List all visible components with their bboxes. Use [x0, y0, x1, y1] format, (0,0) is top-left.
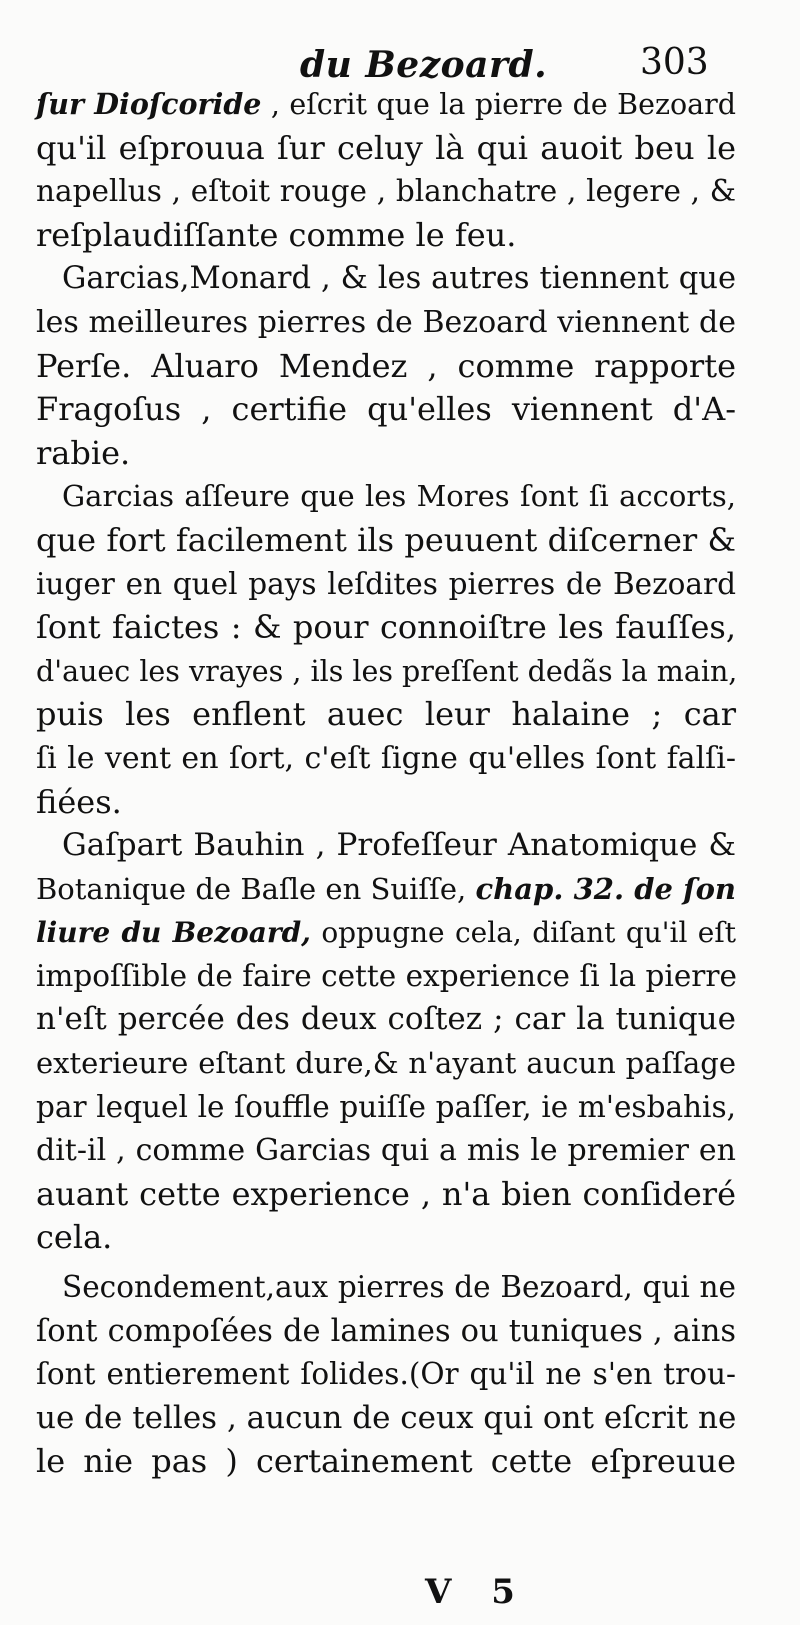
- text-segment: Botanique de Baſle en Suiſſe,: [36, 871, 476, 906]
- text-segment: oppugne cela, diſant qu'il eſt: [310, 916, 736, 950]
- paragraph-start-line: Gaſpart Bauhin , Profeſſeur Anatomique &: [62, 827, 736, 864]
- italic-reference: chap. 32. de ſon: [475, 871, 736, 906]
- text-line: reſplaudiſſante comme le feu.: [36, 215, 517, 254]
- text-line: d'auec les vrayes , ils les preſſent dedãs la main,: [36, 654, 738, 688]
- text-line: que fort facilement ils peuuent diſcerner &: [36, 520, 736, 559]
- text-line: [36, 911, 736, 955]
- text-line: Perſe. Aluaro Mendez , comme rapporte: [36, 346, 736, 385]
- text-line: napellus , eſtoit rouge , blanchatre , legere , &: [36, 174, 736, 209]
- text-segment: , eſcrit que la pierre de Bezoard: [261, 88, 737, 121]
- text-line: iuger en quel pays leſdites pierres de Bezoard: [36, 566, 736, 601]
- text-line: impoſſible de faire cette experience ſi la pierre: [36, 958, 737, 993]
- page-header: [0, 38, 800, 88]
- text-line: fiées.: [36, 782, 122, 821]
- running-title: du Bezoard.: [300, 44, 548, 86]
- text-line: par lequel le ſouffle puiſſe paſſer, ie m'esbahis,: [36, 1089, 736, 1124]
- text-line: les meilleures pierres de Bezoard viennent de: [36, 304, 736, 340]
- text-line: dit-il , comme Garcias qui a mis le premier en: [36, 1133, 736, 1169]
- text-line: ſont compoſées de lamines ou tuniques , ains: [36, 1313, 736, 1349]
- text-line: n'eſt percée des deux coſtez ; car la tunique: [36, 1001, 736, 1038]
- body-text: [36, 83, 736, 1484]
- text-line: [36, 83, 736, 127]
- text-line: ſont faictes : & pour connoiſtre les fauſſes,: [36, 608, 736, 647]
- signature-mark: V 5: [425, 1572, 529, 1612]
- italic-reference: liure du Bezoard,: [36, 916, 311, 950]
- paragraph-start-line: Garcias,Monard , & les autres tiennent que: [62, 261, 736, 297]
- text-line: qu'il eſprouua ſur celuy là qui auoit beu le: [36, 128, 736, 167]
- text-line: ſi le vent en ſort, c'eſt ſigne qu'elles ſont falſi-: [36, 740, 736, 776]
- text-line: ue de telles , aucun de ceux qui ont eſcrit ne: [36, 1399, 737, 1436]
- text-line: exterieure eſtant dure,& n'ayant aucun paſſage: [36, 1046, 736, 1081]
- text-line: puis les enflent auec leur halaine ; car: [36, 695, 736, 734]
- text-line: cela.: [36, 1218, 113, 1257]
- text-line: rabie.: [36, 433, 131, 472]
- italic-reference: ſur Dioſcoride: [36, 87, 262, 121]
- page-number: 303: [640, 42, 709, 83]
- text-line: le nie pas ) certainement cette eſpreuue: [36, 1442, 736, 1481]
- text-line: auant cette experience , n'a bien conſideré: [36, 1174, 736, 1213]
- paragraph-start-line: Garcias aſſeure que les Mores ſont ſi accorts,: [62, 479, 736, 514]
- text-line: ſont entierement ſolides.(Or qu'il ne s'en trou-: [36, 1357, 736, 1392]
- paragraph-start-line: Secondement,aux pierres de Bezoard, qui ne: [62, 1270, 736, 1305]
- text-line: Fragoſus , certifie qu'elles viennent d'A-: [36, 390, 736, 429]
- page-footer: [0, 1572, 800, 1612]
- text-line: [36, 868, 736, 912]
